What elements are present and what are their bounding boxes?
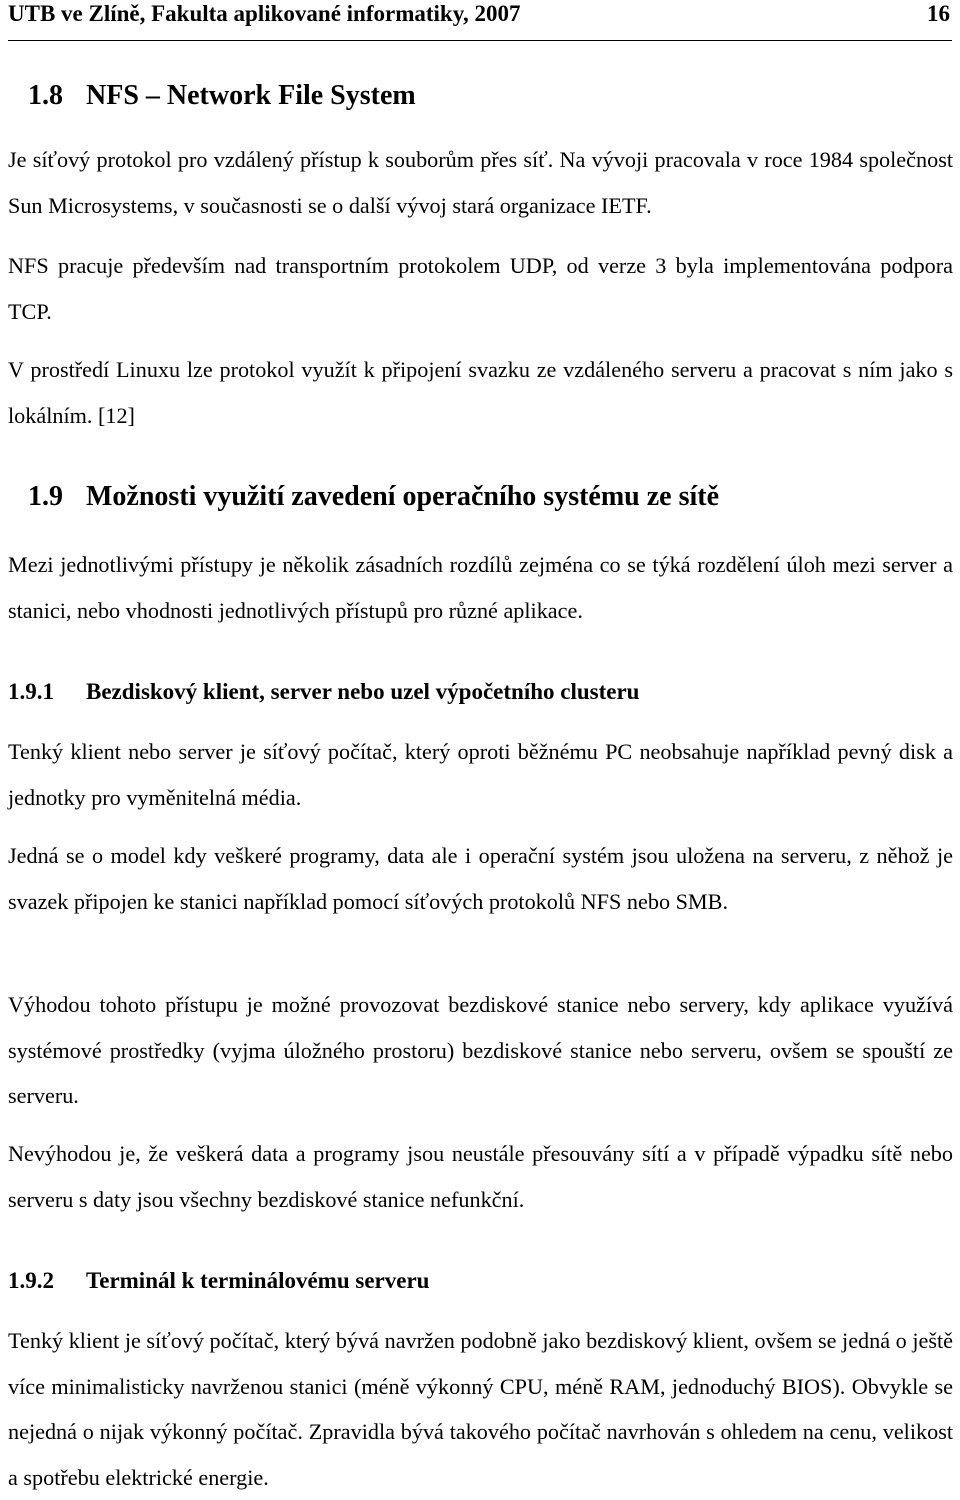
heading-1-9-2 <box>8 1268 429 1294</box>
heading-1-9-1 <box>8 679 639 705</box>
paragraph: Nevýhodou je, že veškerá data a programy jsou neustále přesouvány sítí a v případě výpadku sítě nebo serveru s daty jsou všechny bezdiskové stanice nefunkční. <box>8 1141 953 1212</box>
heading-number: 1.9.2 <box>8 1268 54 1293</box>
heading-1-9 <box>28 481 719 513</box>
paragraph: Tenký klient je síťový počítač, který bývá navržen podobně jako bezdiskový klient, ovšem se jedná o ještě více minimalisticky navrženou stanici (méně výkonný CPU, méně RAM, jednoduchý BIOS). Obvykle se nejedná o nijak výkonný počítač. Zpravidla bývá takového počítač navrhován s ohledem na cenu, velikost a spotřebu elektrické energie. <box>8 1328 953 1490</box>
page-header <box>8 0 952 41</box>
heading-title: Možnosti využití zavedení operačního systému ze sítě <box>86 481 720 512</box>
page-number: 16 <box>927 1 950 26</box>
paragraph: Výhodou tohoto přístupu je možné provozovat bezdiskové stanice nebo servery, kdy aplikace využívá systémové prostředky (vyjma úložného prostoru) bezdiskové stanice nebo serveru, ovšem se spouští ze serveru. <box>8 992 953 1108</box>
heading-title: Bezdiskový klient, server nebo uzel výpočetního clusteru <box>86 679 640 704</box>
paragraph: Mezi jednotlivými přístupy je několik zásadních rozdílů zejména co se týká rozdělení úloh mezi server a stanici, nebo vhodnosti jednotlivých přístupů pro různé aplikace. <box>8 552 953 623</box>
heading-number: 1.9.1 <box>8 679 54 704</box>
heading-1-8 <box>28 80 416 112</box>
paragraph: NFS pracuje především nad transportním protokolem UDP, od verze 3 byla implementována podpora TCP. <box>8 253 953 324</box>
paragraph: Jedná se o model kdy veškeré programy, data ale i operační systém jsou uložena na serveru, z něhož je svazek připojen ke stanici například pomocí síťových protokolů NFS nebo SMB. <box>8 843 953 914</box>
paragraph: V prostředí Linuxu lze protokol využít k připojení svazku ze vzdáleného serveru a pracovat s ním jako s lokálním. [12] <box>8 357 953 428</box>
heading-number: 1.8 <box>28 80 63 111</box>
heading-title: Terminál k terminálovému serveru <box>86 1268 430 1293</box>
paragraph: Tenký klient nebo server je síťový počítač, který oproti běžnému PC neobsahuje například pevný disk a jednotky pro vyměnitelná média. <box>8 739 953 810</box>
paragraph: Je síťový protokol pro vzdálený přístup k souborům přes síť. Na vývoji pracovala v roce 1984 společnost Sun Microsystems, v současnosti se o další vývoj stará organizace IETF. <box>8 147 953 218</box>
header-title: UTB ve Zlíně, Fakulta aplikované informatiky, 2007 <box>8 1 521 26</box>
heading-number: 1.9 <box>28 481 63 512</box>
heading-title: NFS – Network File System <box>86 80 416 111</box>
